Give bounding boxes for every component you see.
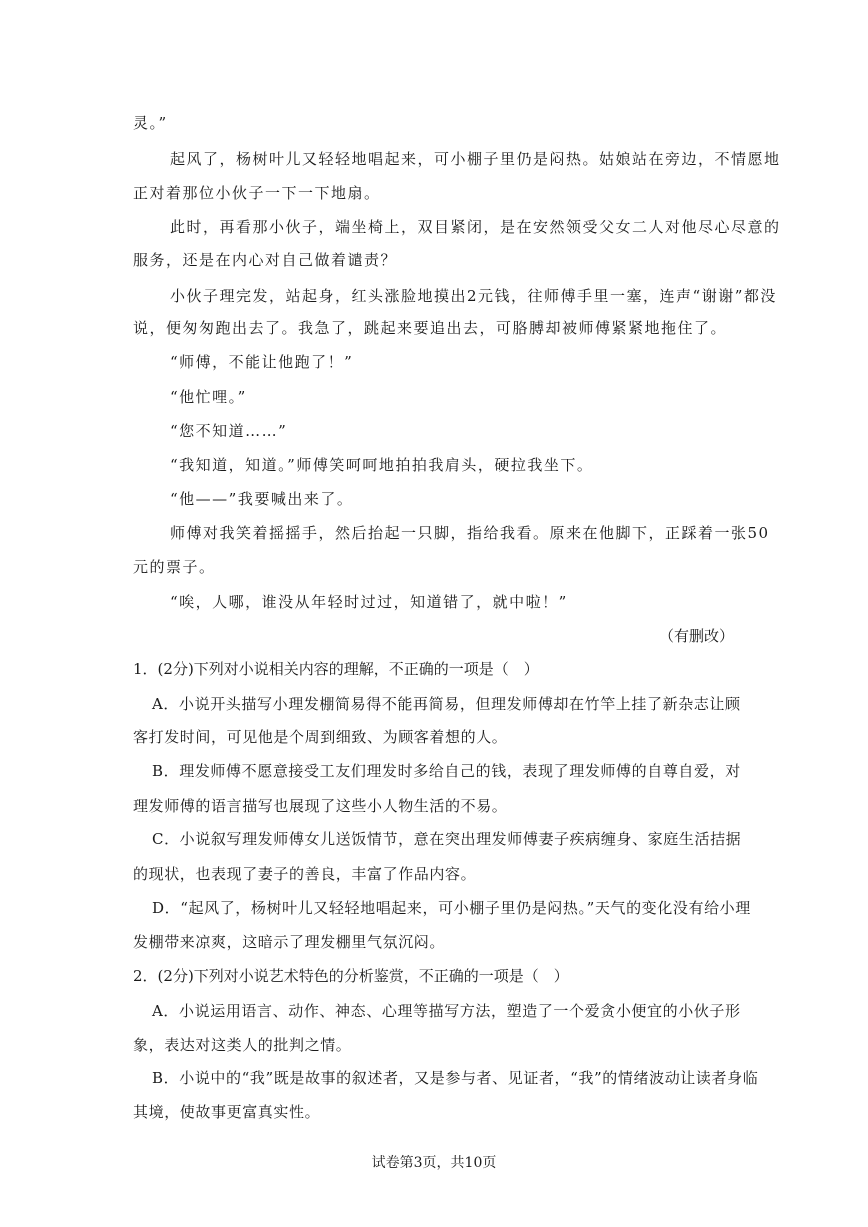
question-1-option-line: 的现状，也表现了妻子的善良，丰富了作品内容。: [133, 865, 477, 883]
passage-line: “唉，人哪，谁没从年轻时过过，知道错了，就中啦！”: [170, 593, 568, 611]
passage-line: 此时，再看那小伙子，端坐椅上，双目紧闭，是在安然领受父女二人对他尽心尽意的: [170, 218, 781, 236]
passage-line: 正对着那位小伙子一下一下地扇。: [133, 184, 381, 202]
edit-note: （有删改）: [658, 627, 734, 645]
question-1-stem: 1．(2分)下列对小说相关内容的理解，不正确的一项是（ ）: [133, 660, 539, 678]
question-1-option-line: D．“起风了，杨树叶儿又轻轻地唱起来，可小棚子里仍是闷热。”天气的变化没有给小理: [152, 899, 751, 917]
question-1-option-line: B．理发师傅不愿意接受工友们理发时多给自己的钱，表现了理发师傅的自尊自爱，对: [152, 762, 741, 780]
question-1-option-line: A．小说开头描写小理发棚简易得不能再简易，但理发师傅却在竹竿上挂了新杂志让顾: [152, 695, 741, 713]
passage-line: 小伙子理完发，站起身，红头涨脸地摸出2元钱，往师傅手里一塞，连声“谢谢”都没: [170, 287, 777, 305]
question-2-option-line: B．小说中的“我”既是故事的叙述者，又是参与者、见证者，“我”的情绪波动让读者身临: [152, 1069, 759, 1087]
passage-line: “我知道，知道。”师傅笑呵呵地拍拍我肩头，硬拉我坐下。: [170, 456, 594, 474]
page-footer: 试卷第3页，共10页: [371, 1155, 497, 1171]
passage-line: 元的票子。: [133, 558, 216, 576]
question-2-option-line: A．小说运用语言、动作、神态、心理等描写方法，塑造了一个爱贪小便宜的小伙子形: [152, 1002, 741, 1020]
passage-line: “他——”我要喊出来了。: [170, 490, 354, 508]
passage-line: 服务，还是在内心对自己做着谴责？: [133, 251, 398, 269]
question-2-stem: 2．(2分)下列对小说艺术特色的分析鉴赏，不正确的一项是（ ）: [133, 967, 569, 985]
question-1-option-line: C．小说叙写理发师傅女儿送饭情节，意在突出理发师傅妻子疾病缠身、家庭生活拮据: [152, 830, 742, 848]
passage-line: “他忙哩。”: [170, 388, 247, 406]
question-2-option-line: 象，表达对这类人的批判之情。: [133, 1036, 352, 1054]
question-1-option-line: 客打发时间，可见他是个周到细致、为顾客着想的人。: [133, 728, 508, 746]
passage-line: 起风了，杨树叶儿又轻轻地唱起来，可小棚子里仍是闷热。姑娘站在旁边，不情愿地: [170, 150, 781, 168]
passage-line: 师傅对我笑着摇摇手，然后抬起一只脚，指给我看。原来在他脚下，正踩着一张50: [170, 524, 770, 542]
passage-line: 说，便匆匆跑出去了。我急了，跳起来要追出去，可胳膊却被师傅紧紧地拖住了。: [133, 319, 728, 337]
question-1-option-line: 发棚带来凉爽，这暗示了理发棚里气氛沉闷。: [133, 933, 446, 951]
passage-line: “师傅，不能让他跑了！”: [170, 353, 354, 371]
question-2-option-line: 其境，使故事更富真实性。: [133, 1103, 321, 1121]
passage-line: 灵。”: [133, 114, 168, 132]
passage-line: “您不知道……”: [170, 422, 288, 440]
question-1-option-line: 理发师傅的语言描写也展现了这些小人物生活的不易。: [133, 797, 508, 815]
